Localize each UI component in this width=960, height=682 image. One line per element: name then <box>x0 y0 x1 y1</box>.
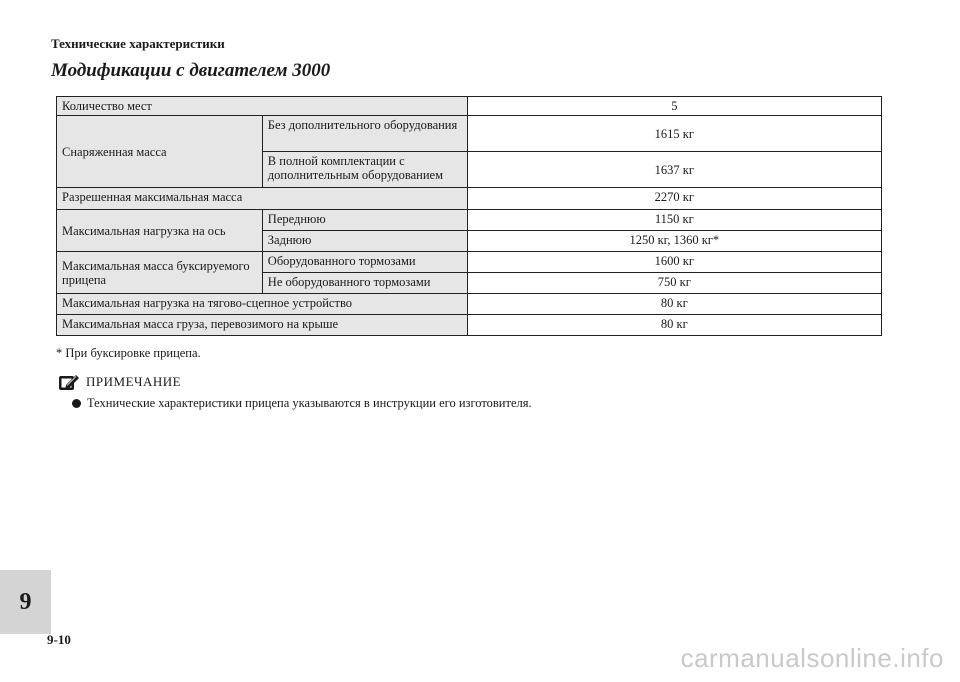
footnote: * При буксировке прицепа. <box>56 346 201 360</box>
roof-load-value: 80 кг <box>467 315 881 336</box>
curb-weight-value-2: 1637 кг <box>467 152 881 188</box>
axle-load-value-2: 1250 кг, 1360 кг* <box>467 231 881 252</box>
curb-weight-sub-1: Без дополнительного оборудования <box>262 116 467 152</box>
axle-load-value-1: 1150 кг <box>467 210 881 231</box>
axle-load-sub-2: Заднюю <box>262 231 467 252</box>
note-item-text: Технические характеристики прицепа указываются в инструкции его изготовителя. <box>87 396 532 410</box>
trailer-mass-sub-2: Не оборудованного тормозами <box>262 273 467 294</box>
curb-weight-sub-2: В полной комплектации с дополнительным оборудованием <box>262 152 467 188</box>
watermark: carmanualsonline.info <box>680 643 944 673</box>
page-title: Модификации с двигателем 3000 <box>51 60 331 81</box>
axle-load-sub-1: Переднюю <box>262 210 467 231</box>
page-number: 9-10 <box>47 632 71 647</box>
section-header: Технические характеристики <box>51 36 225 51</box>
trailer-mass-label: Максимальная масса буксируемого прицепа <box>57 252 263 294</box>
table-row <box>57 116 882 152</box>
table-row <box>57 252 882 273</box>
table-row <box>57 315 882 336</box>
note-heading-label: ПРИМЕЧАНИЕ <box>86 374 182 389</box>
roof-load-label: Максимальная масса груза, перевозимого на крыше <box>57 315 468 336</box>
table-row <box>57 97 882 116</box>
table-row <box>57 188 882 210</box>
seats-value: 5 <box>467 97 881 116</box>
note-item <box>72 396 532 411</box>
trailer-mass-value-1: 1600 кг <box>467 252 881 273</box>
curb-weight-value-1: 1615 кг <box>467 116 881 152</box>
hitch-load-label: Максимальная нагрузка на тягово-сцепное устройство <box>57 294 468 315</box>
trailer-mass-sub-1: Оборудованного тормозами <box>262 252 467 273</box>
curb-weight-label: Снаряженная масса <box>57 116 263 188</box>
table-row <box>57 210 882 231</box>
hitch-load-value: 80 кг <box>467 294 881 315</box>
table-row <box>57 294 882 315</box>
note-heading <box>58 373 181 391</box>
note-pencil-icon <box>58 373 80 391</box>
bullet-icon <box>72 399 81 408</box>
chapter-tab: 9 <box>0 570 51 634</box>
specifications-table <box>56 96 882 336</box>
seats-label: Количество мест <box>57 97 468 116</box>
axle-load-label: Максимальная нагрузка на ось <box>57 210 263 252</box>
gross-weight-value: 2270 кг <box>467 188 881 210</box>
trailer-mass-value-2: 750 кг <box>467 273 881 294</box>
gross-weight-label: Разрешенная максимальная масса <box>57 188 468 210</box>
